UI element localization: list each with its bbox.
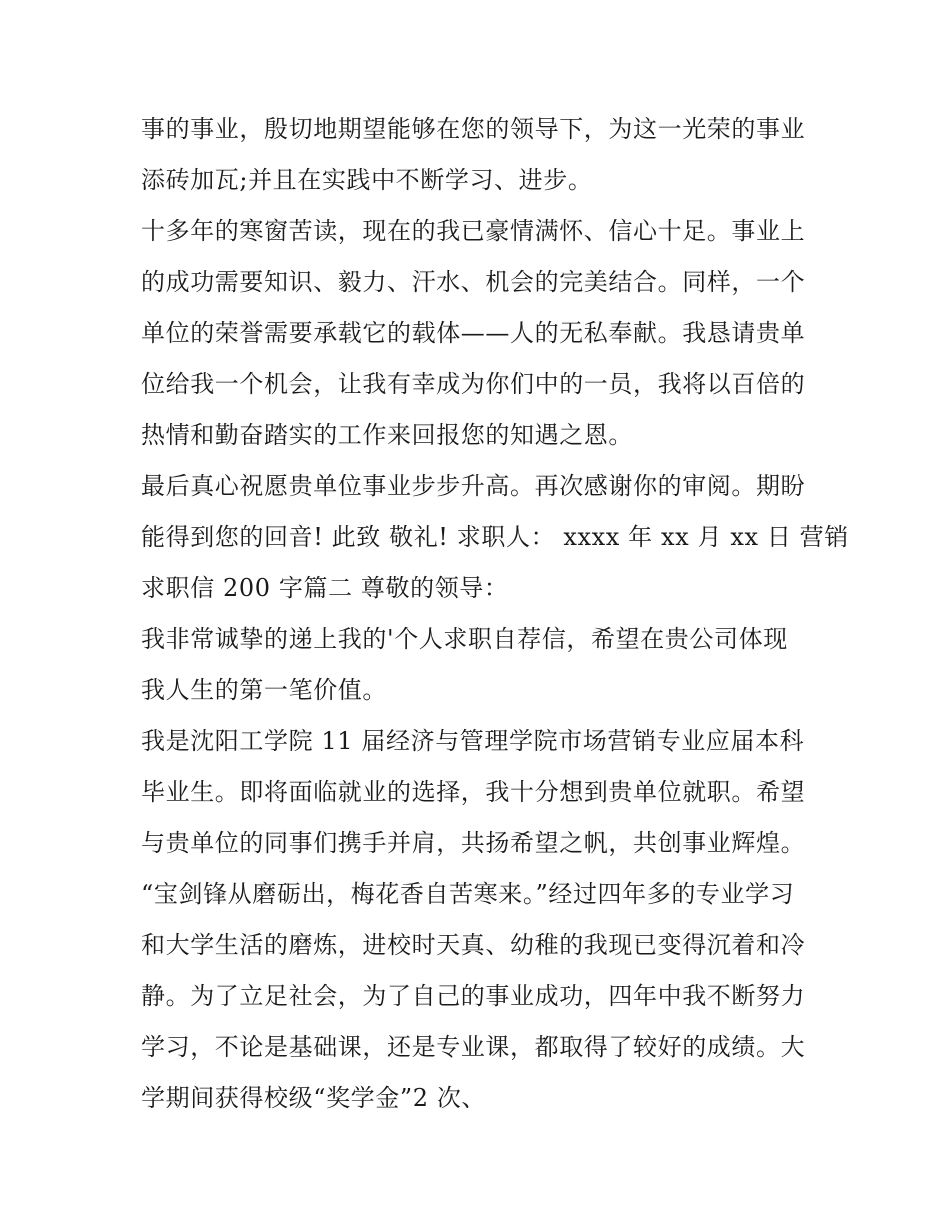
text-line: 位给我一个机会，让我有幸成为你们中的一员，我将以百倍的: [141, 370, 806, 398]
text-line: 求职信 200 字篇二 尊敬的领导：: [141, 574, 509, 602]
text-line: 事的事业，殷切地期望能够在您的领导下，为这一光荣的事业: [141, 115, 806, 143]
text-line: 我非常诚挚的递上我的'个人求职自荐信，希望在贵公司体现: [141, 625, 788, 653]
document-body: [141, 104, 849, 1124]
text-line: 我是沈阳工学院 11 届经济与管理学院市场营销专业应届本科: [141, 727, 805, 755]
text-line: 能得到您的回音! 此致 敬礼! 求职人： xxxx 年 xx 月 xx 日 营销: [141, 523, 849, 551]
text-line: 毕业生。即将面临就业的选择，我十分想到贵单位就职。希望: [141, 778, 806, 806]
text-line: “宝剑锋从磨砺出，梅花香自苦寒来。”经过四年多的专业学习: [141, 880, 795, 908]
text-line: 的成功需要知识、毅力、汗水、机会的完美结合。同样，一个: [141, 268, 806, 296]
text-line: 最后真心祝愿贵单位事业步步升高。再次感谢你的审阅。期盼: [141, 472, 806, 500]
text-line: 热情和勤奋踏实的工作来回报您的知遇之恩。: [141, 421, 633, 449]
text-line: 静。为了立足社会，为了自己的事业成功，四年中我不断努力: [141, 982, 806, 1010]
text-line: 学习，不论是基础课，还是专业课，都取得了较好的成绩。大: [141, 1033, 806, 1061]
text-line: 单位的荣誉需要承载它的载体——人的无私奉献。我恳请贵单: [141, 319, 806, 347]
text-line: 添砖加瓦;并且在实践中不断学习、进步。: [141, 166, 593, 194]
text-line: 和大学生活的磨炼，进校时天真、幼稚的我现已变得沉着和冷: [141, 931, 806, 959]
text-line: 十多年的寒窗苦读，现在的我已豪情满怀、信心十足。事业上: [141, 217, 806, 245]
text-line: 我人生的第一笔价值。: [141, 676, 387, 704]
text-line: 与贵单位的同事们携手并肩，共扬希望之帆，共创事业辉煌。: [141, 829, 806, 857]
text-line: 学期间获得校级“奖学金”2 次、: [141, 1084, 487, 1112]
